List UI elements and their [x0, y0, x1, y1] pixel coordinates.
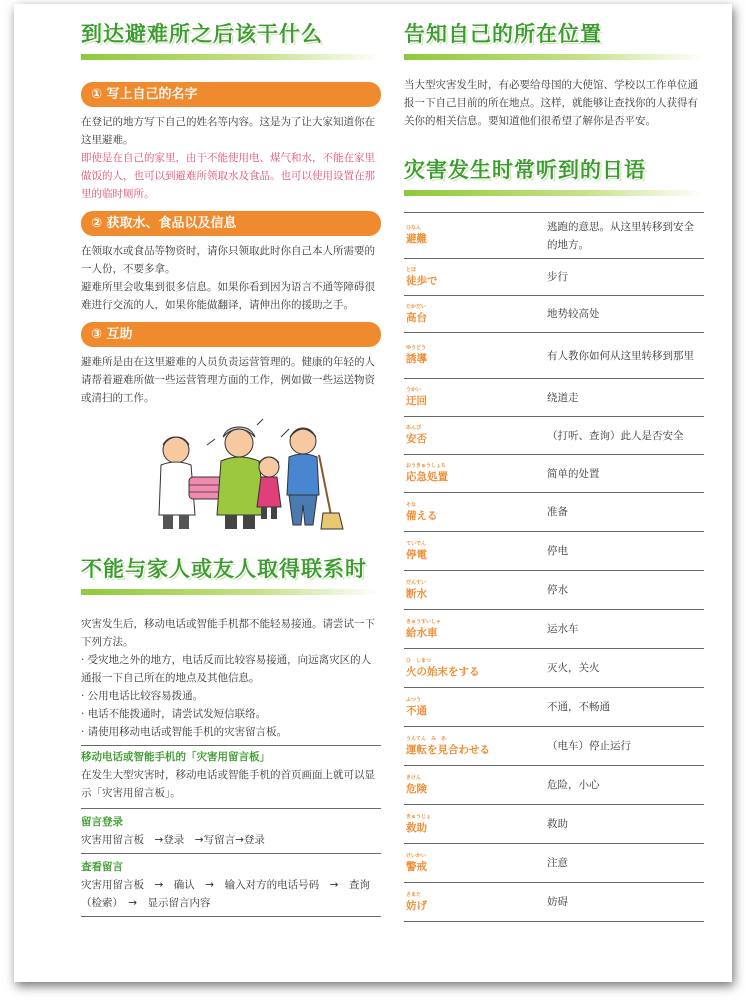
vocab-definition: 绕道走	[547, 391, 579, 404]
vocab-ruby: おうきゅうしょち	[406, 463, 447, 469]
vocab-ruby: そな	[406, 501, 417, 508]
vocab-term	[404, 697, 547, 718]
bullet-item: · 请使用移动电话或智能手机的灾害留言板。	[81, 726, 288, 738]
vocab-term	[404, 345, 547, 366]
vocab-word: 危険	[406, 782, 427, 795]
illustration-svg	[81, 415, 381, 535]
people-helping-illustration	[81, 415, 381, 535]
vocab-term	[404, 892, 547, 913]
vocab-term	[404, 619, 547, 640]
vocab-definition: 简单的处置	[547, 467, 600, 480]
vocab-word: 火の始末をする	[406, 665, 480, 678]
vocab-row	[404, 455, 704, 493]
vocab-ruby: だんすい	[406, 579, 427, 586]
vocab-term	[404, 541, 547, 562]
vocab-word: 高台	[406, 311, 427, 324]
vocab-ruby: きけん	[406, 774, 422, 781]
vocab-word: 断水	[406, 587, 427, 600]
vocab-word: 備える	[406, 509, 438, 522]
vocab-ruby: ゆうどう	[406, 345, 427, 351]
vocab-ruby: とほ	[406, 266, 417, 273]
pill-write-name: ① 写上自己的名字	[81, 82, 381, 107]
vocab-term	[404, 502, 547, 523]
vocab-definition: 妨碍	[547, 896, 568, 908]
vocab-table	[404, 212, 704, 922]
vocab-term	[404, 425, 547, 446]
vocab-ruby: ふつう	[406, 696, 422, 703]
paragraph-board: 在发生大型灾害时，移动电话或智能手机的首页画面上就可以显示「灾害用留言板」。	[81, 769, 375, 799]
vocab-definition: 停水	[547, 584, 568, 596]
section-title-vocab: 灾害发生时常听到的日语	[404, 158, 646, 182]
board-title: 移动电话或智能手机的「灾害用留言板」	[81, 751, 270, 763]
vocab-row	[404, 417, 704, 455]
vocab-term	[404, 463, 547, 484]
paragraph-supplies-1: 在领取水或食品等物资时，请你只领取此时你自己本人所需要的一人份，不要多拿。	[81, 245, 375, 275]
vocab-definition: （打听、查询）此人是否安全	[547, 429, 684, 442]
vocab-term	[404, 775, 547, 796]
vocab-ruby: ていでん	[406, 540, 427, 547]
vocab-ruby: きゅうじょ	[406, 813, 432, 820]
view-steps: 灾害用留言板 → 确认 → 输入对方的电话号码 → 查询（检索） → 显示留言内容	[81, 879, 370, 909]
divider	[81, 916, 381, 917]
divider	[81, 853, 381, 854]
vocab-word: 救助	[406, 821, 427, 834]
vocab-definition: 危险，小心	[547, 779, 600, 791]
vocab-word: 徒歩で	[406, 274, 438, 287]
vocab-row	[404, 571, 704, 610]
vocab-word: 迂回	[406, 395, 427, 407]
vocab-ruby: うかい	[406, 387, 422, 393]
paragraph-mutual-help: 避难所是由在这里避难的人员负责运营管理的。健康的年轻的人请帮着避难所做一些运营管理方面的工作，例如做一些运送物资或清扫的工作。	[81, 356, 375, 404]
vocab-term	[404, 853, 547, 874]
vocab-word: 妨げ	[406, 899, 427, 912]
bullet-item: · 公用电话比较容易拨通。	[81, 690, 204, 702]
vocab-definition: 有人教你如何从这里转移到那里	[547, 349, 694, 362]
vocab-word: 避難	[406, 233, 427, 245]
register-steps: 灾害用留言板 →登录 →写留言→登录	[81, 834, 265, 846]
vocab-term	[404, 387, 547, 408]
vocab-definition: 步行	[547, 271, 568, 283]
vocab-ruby: きゅうすいしゃ	[406, 618, 442, 625]
vocab-definition: 注意	[547, 857, 568, 869]
paragraph-contact-intro: 灾害发生后，移动电话或智能手机都不能轻易接通。请尝试一下下列方法。	[81, 618, 375, 648]
vocab-row	[404, 844, 704, 883]
vocab-definition: 逃跑的意思。从这里转移到安全的地方。	[547, 220, 694, 251]
vocab-row	[404, 333, 704, 379]
vocab-definition: 地势较高处	[547, 308, 600, 320]
vocab-ruby: うんてん み あ	[406, 735, 447, 742]
paragraph-supplies-2: 避难所里会收集到很多信息。如果你看到因为语言不通等障碍很难进行交流的人，如果你能做翻译，请伸出你的援助之手。	[81, 281, 375, 311]
vocab-row	[404, 649, 704, 688]
vocab-row	[404, 883, 704, 922]
vocab-definition: 不通，不畅通	[547, 701, 610, 713]
vocab-ruby: たかだい	[406, 303, 427, 310]
divider	[81, 808, 381, 809]
vocab-ruby: ひ しまつ	[406, 657, 432, 664]
vocab-ruby: けいかい	[406, 852, 427, 859]
vocab-ruby: ひなん	[406, 225, 422, 231]
vocab-definition: 停电	[547, 545, 568, 557]
bullet-item: · 受灾地之外的地方，电话反而比较容易接通，向远离灾区的人通报一下自己所在的地点及其他信息。	[81, 654, 372, 684]
vocab-row	[404, 296, 704, 333]
vocab-row	[404, 610, 704, 649]
vocab-row	[404, 379, 704, 417]
paragraph-location: 当大型灾害发生时，有必要给母国的大使馆、学校以工作单位通报一下自己目前的所在地点。这样，就能够让查找你的人获得有关你的相关信息。要知道他们很希望了解你是否平安。	[404, 79, 698, 127]
vocab-term	[404, 225, 547, 246]
vocab-row	[404, 727, 704, 766]
vocab-word: 誘導	[406, 353, 427, 365]
vocab-word: 運転を見合わせる	[406, 743, 490, 756]
vocab-row	[404, 213, 704, 259]
vocab-row	[404, 493, 704, 532]
vocab-row	[404, 532, 704, 571]
pill-mutual-help: ③ 互助	[81, 322, 381, 347]
section-title-location: 告知自己的所在位置	[404, 22, 602, 46]
vocab-term	[404, 814, 547, 835]
paragraph-home-note: 即使是在自己的家里，由于不能使用电、煤气和水，不能在家里做饭的人，也可以到避难所领取水及食品。也可以使用设置在那里的临时厕所。	[81, 152, 375, 200]
vocab-row	[404, 688, 704, 727]
vocab-word: 給水車	[406, 626, 438, 639]
vocab-definition: 灭火，关火	[547, 662, 600, 674]
section-title-no-contact: 不能与家人或友人取得联系时	[81, 557, 367, 581]
vocab-word: 安否	[406, 433, 427, 445]
vocab-definition: （电车）停止运行	[547, 740, 631, 752]
register-title: 留言登录	[81, 816, 123, 828]
right-column	[404, 18, 704, 922]
vocab-term	[404, 580, 547, 601]
vocab-term	[404, 267, 547, 288]
vocab-word: 不通	[406, 704, 427, 717]
vocab-row	[404, 766, 704, 805]
view-title: 查看留言	[81, 861, 123, 873]
pill-get-supplies: ② 获取水、食品以及信息	[81, 211, 381, 236]
paragraph-write-name: 在登记的地方写下自己的姓名等内容。这是为了让大家知道你在这里避难。	[81, 116, 375, 146]
vocab-ruby: あんぴ	[406, 425, 422, 431]
section-title-shelter: 到达避难所之后该干什么	[81, 22, 323, 46]
divider	[81, 745, 381, 746]
vocab-term	[404, 658, 547, 679]
vocab-definition: 救助	[547, 818, 568, 830]
vocab-term	[404, 736, 547, 757]
title-underline	[404, 190, 704, 196]
vocab-term	[404, 304, 547, 325]
vocab-word: 停電	[406, 548, 427, 561]
vocab-definition: 运水车	[547, 623, 579, 635]
left-column	[81, 18, 381, 917]
vocab-word: 警戒	[406, 860, 427, 873]
vocab-row	[404, 805, 704, 844]
vocab-ruby: さまた	[406, 891, 422, 898]
bullet-item: · 电话不能拨通时，请尝试发短信联络。	[81, 708, 267, 720]
vocab-definition: 准备	[547, 506, 568, 518]
vocab-word: 応急処置	[406, 471, 448, 483]
vocab-row	[404, 259, 704, 296]
